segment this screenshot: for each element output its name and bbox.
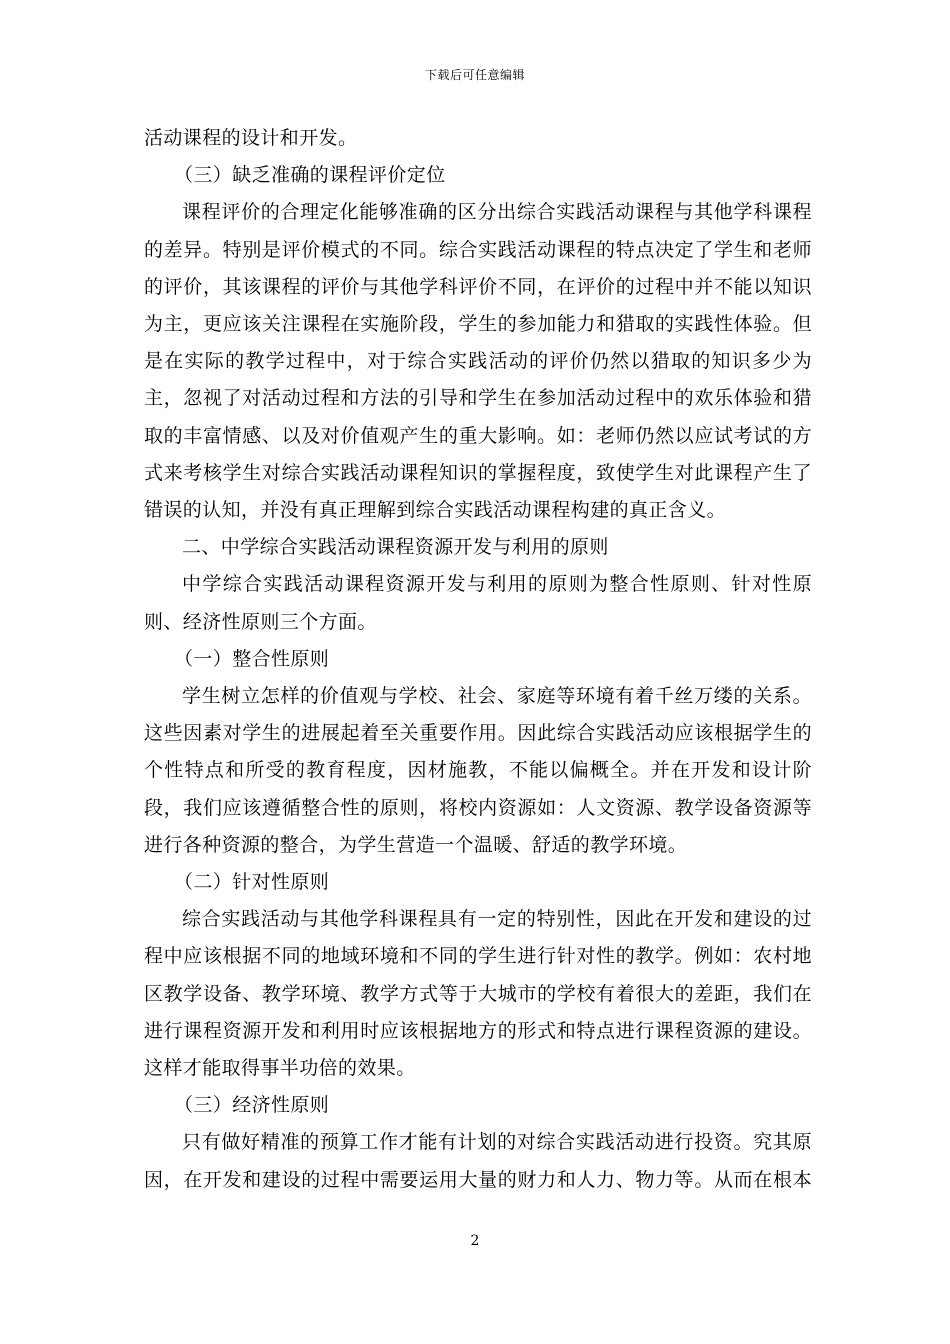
section-heading-integration: （一）整合性原则: [174, 647, 330, 670]
paragraph-continuation: 活动课程的设计和开发。: [144, 127, 358, 149]
section-heading-economy: （三）经济性原则: [174, 1094, 330, 1117]
paragraph-targeting: 综合实践活动与其他学科课程具有一定的特别性，因此在开发和建设的过程中应该根据不同的地域环境和不同的学生进行针对性的教学。例如：农村地区教学设备、教学环境、教学方式等于大城市的学校有着很大的差距，我们在进行课程资源开发和利用时应该根据地方的形式和特点进行课程资源的建设。这样才能取得事半功倍的效果。: [144, 908, 812, 1080]
paragraph-principles-intro: 中学综合实践活动课程资源开发与利用的原则为整合性原则、针对性原则、经济性原则三个方面。: [144, 573, 812, 633]
section-heading-principles: 二、中学综合实践活动课程资源开发与利用的原则: [182, 536, 609, 559]
page-number: 2: [470, 1233, 480, 1249]
section-heading-evaluation: （三）缺乏准确的课程评价定位: [174, 164, 446, 187]
section-heading-targeting: （二）针对性原则: [174, 871, 330, 894]
page-header: 下载后可任意编辑: [424, 68, 525, 82]
paragraph-economy: 只有做好精准的预算工作才能有计划的对综合实践活动进行投资。究其原因，在开发和建设的过程中需要运用大量的财力和人力、物力等。从而在根本: [144, 1131, 812, 1191]
paragraph-integration: 学生树立怎样的价值观与学校、社会、家庭等环境有着千丝万缕的关系。这些因素对学生的进展起着至关重要作用。因此综合实践活动应该根据学生的个性特点和所受的教育程度，因材施教，不能以偏概全。并在开发和设计阶段，我们应该遵循整合性的原则，将校内资源如：人文资源、教学设备资源等进行各种资源的整合，为学生营造一个温暖、舒适的教学环境。: [144, 685, 812, 856]
document-body: [144, 120, 812, 1199]
paragraph-evaluation: 课程评价的合理定化能够准确的区分出综合实践活动课程与其他学科课程的差异。特别是评价模式的不同。综合实践活动课程的特点决定了学生和老师的评价，其该课程的评价与其他学科评价不同，在评价的过程中并不能以知识为主，更应该关注课程在实施阶段，学生的参加能力和猎取的实践性体验。但是在实际的教学过程中，对于综合实践活动的评价仍然以猎取的知识多少为主，忽视了对活动过程和方法的引导和学生在参加活动过程中的欢乐体验和猎取的丰富情感、以及对价值观产生的重大影响。如：老师仍然以应试考试的方式来考核学生对综合实践活动课程知识的掌握程度，致使学生对此课程产生了错误的认知，并没有真正理解到综合实践活动课程构建的真正含义。: [144, 201, 812, 522]
